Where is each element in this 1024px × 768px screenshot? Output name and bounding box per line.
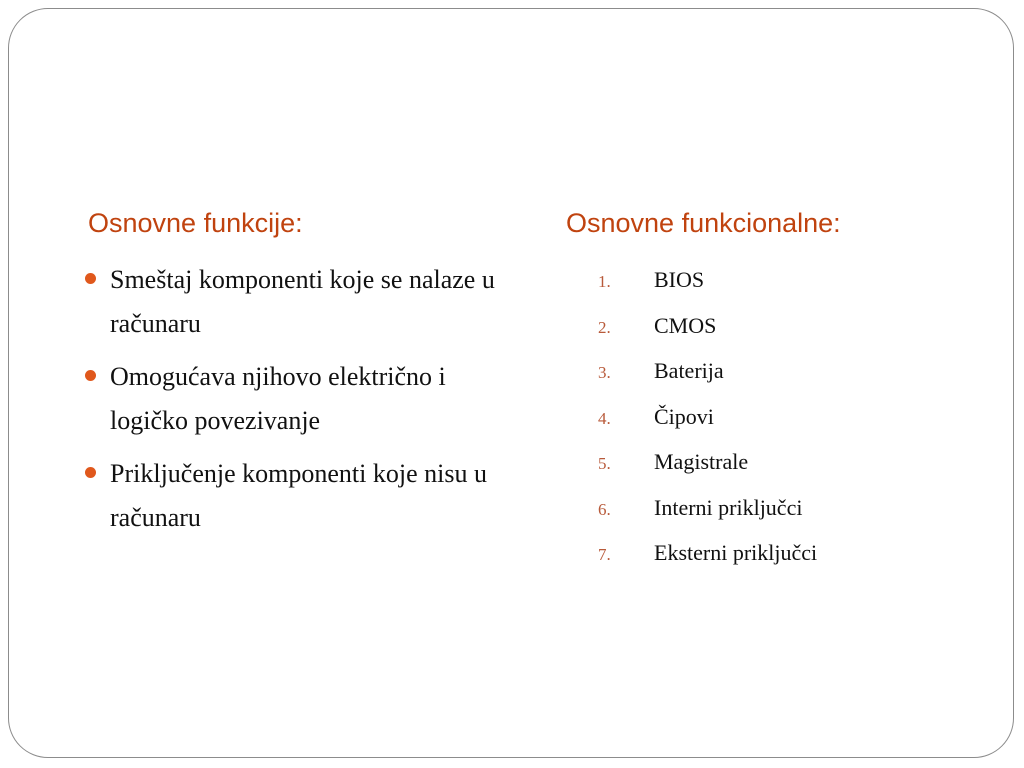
item-text: Čipovi [654,403,714,429]
numbered-item [598,349,978,395]
bullet-text: Omogućava njihovo električno i logičko povezivanje [110,362,446,435]
item-number: 7. [598,545,611,564]
numbered-item [598,258,978,304]
item-text: BIOS [654,267,705,292]
numbered-item [598,304,978,350]
item-number: 6. [598,499,611,519]
left-column-heading: Osnovne funkcije: [88,208,303,238]
numbered-item [598,395,978,441]
item-text: Interni priključci [654,494,803,520]
bullet-item [82,355,522,443]
bullet-dot-icon [85,370,96,381]
item-number: 3. [598,363,611,382]
item-number: 5. [598,454,611,473]
functions-bullet-list [82,258,522,549]
item-text: CMOS [654,312,717,338]
item-number: 2. [598,317,611,337]
right-column-heading: Osnovne funkcionalne: [566,208,841,238]
bullet-item [82,258,522,346]
bullet-dot-icon [85,467,96,478]
item-number: 4. [598,408,611,428]
item-text: Eksterni priključci [654,540,818,565]
components-numbered-list [598,258,978,577]
numbered-item [598,440,978,486]
bullet-dot-icon [85,273,96,284]
bullet-item [82,452,522,540]
item-text: Magistrale [654,449,749,474]
bullet-text: Smeštaj komponenti koje se nalaze u računaru [110,265,495,338]
item-number: 1. [598,272,611,291]
numbered-item [598,531,978,577]
item-text: Baterija [654,358,724,383]
bullet-text: Priključenje komponenti koje nisu u računaru [110,459,487,532]
numbered-item [598,486,978,532]
